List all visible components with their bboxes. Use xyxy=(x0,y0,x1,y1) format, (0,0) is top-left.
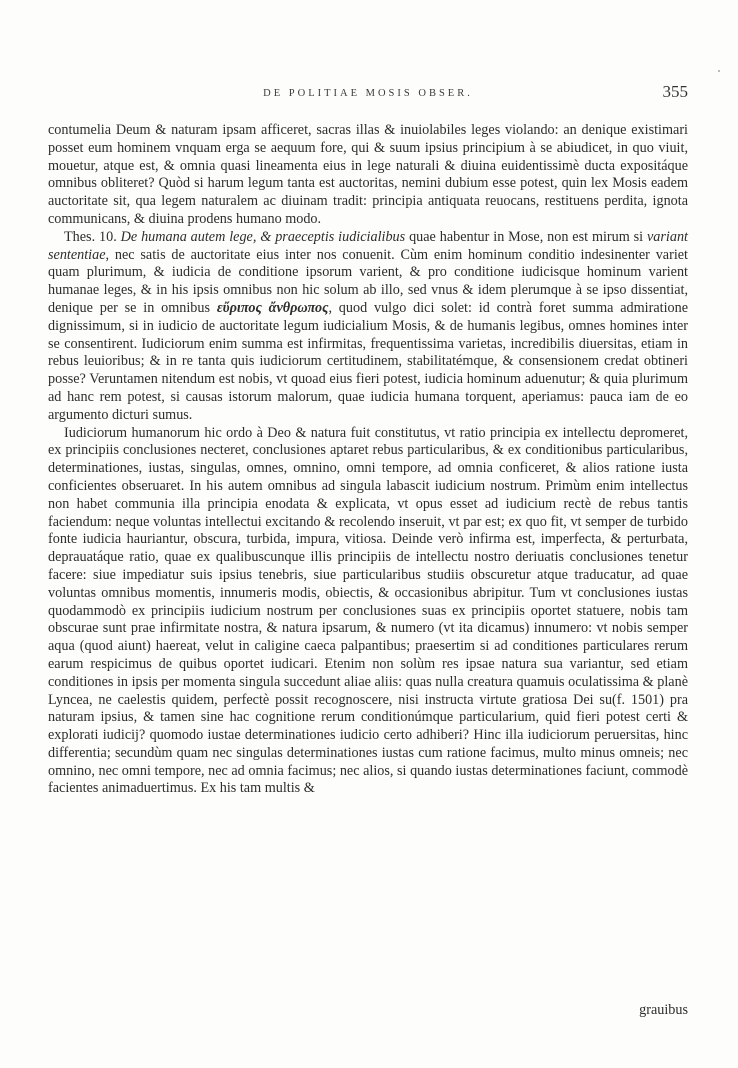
thesis-title: De humana autem lege, & praeceptis iudicialibus xyxy=(120,228,406,245)
thesis-number: Thes. 10. xyxy=(64,228,121,245)
paragraph-2-segment-2: , nec satis de auctoritate eius inter nos conuenit. Cùm enim hominum conditio indesinenter variet quam plurimum, & iudicia de conditione ipsorum varient, & pro conditione iudicisque hominum varient humanae leges, & in his ipsis omnibus non hic solum ab illo, sed vnus & idem plerumque à se ipso dissentiat, denique per se in omnibus xyxy=(48,246,688,316)
catchword: grauibus xyxy=(639,1002,688,1018)
body-text xyxy=(48,122,688,798)
running-head: DE POLITIAE MOSIS OBSER. xyxy=(263,88,473,99)
paragraph-2 xyxy=(48,229,688,425)
page-header xyxy=(48,82,688,106)
margin-mark xyxy=(718,70,720,72)
paragraph-1: contumelia Deum & naturam ipsam afficeret, sacras illas & inuiolabiles leges violando: an denique existimari posset eum hominem vnquam erga se aequum fore, qui & suum ipsius principium à se abiudicet, in quo viuit, mouetur, atque est, & omnia quasi lineamenta eius in lege naturali & diuina euidentissimè ducta expositáque omnibus obliteret? Quòd si harum legum tanta est auctoritas, nemini dubium esse potest, quin lex Mosis eadem auctoritate sit, qua legem naturalem ac diuinam tradit: principia antiquata reuocans, restituens perdita, ignota communicans, & diuina prodens humano modo. xyxy=(48,122,688,227)
paragraph-2-segment-3: , quod vulgo dici solet: id contrà foret summa admiratione dignissimum, si in iudicio de auctoritate legum iudicialium Mosis, & de humanis legibus, omnes homines inter se consentirent. Iudiciorum enim summa est infirmitas, frequentissima varietas, incredibilis diuersitas, etiam in rebus leuioribus; & in re tanta quis iudiciorum certitudinem, stabilitatémque, & consensionem credat obtineri posse? Veruntamen nitendum est nobis, vt quoad eius fieri potest, iudicia hominum aduenutur; & quia plurimum ad hanc rem potest, si causas istorum malorum, quae iudicia humana torquent, aperiamus: pauca iam de eo argumento dicturi sumus. xyxy=(48,299,688,423)
page-number: 355 xyxy=(662,82,688,101)
paragraph-3: Iudiciorum humanorum hic ordo à Deo & natura fuit constitutus, vt ratio principia ex intellectu depromeret, ex principiis conclusiones necteret, conclusiones aptaret rebus particularibus, & ex conditionibus particularibus, determinationes, iustas, singulas, omnes, omnino, omni tempore, ad omnia conficeret, & alios ratione iusta conficientes obseruaret. In his autem omnibus ad singula labascit iudicium nostrum. Primùm enim intellectus non habet communia illa principia enodata & explicata, vt opus esset ad iudicium rectè de rebus tantis faciendum: neque voluntas intellectui excitando & recolendo inseruit, vt par est; ex quo fit, vt semper de turbido fonte iudicia hauriantur, obscura, turbida, impura, vitiosa. Deinde verò infirma est, imperfecta, & perturbata, deprauatáque ratio, quae ex qualibuscunque illis principiis de intellectu nostro deriuatis conclusiones tenetur facere: siue impediatur suis ipsius tenebris, siue particularibus studiis obscuretur atque traducatur, ad quae voluntas omnibus momentis, innumeris modis, obiectis, & occasionibus abripitur. Tum vt conclusiones iustas quodammodò ex principiis iudicium nostrum per conclusiones suas ex principiis oportet statuere, nobis tam obscurae sunt prae infirmitate nostra, & natura ipsarum, & numero (vt ita dicamus) innumero: vt nobis semper aqua (quod aiunt) haereat, velut in caligine caeca palpantibus; praesertim si ad conditiones particulares rerum earum respicimus de quibus oportet iudicari. Etenim non solùm res ipsae natura sua variantur, sed etiam conditiones in ipsis per momenta singula succedunt aliae aliis: quas nulla creatura quamuis oculatissima & planè Lyncea, ne caelestis quidem, perfectè possit recognoscere, nisi instructa virtute gratiosa Dei su(f. 1501) pra naturam ipsius, & tamen sine hac cognitione rerum conditionúmque particularium, quid fieri potest certi & explorati iudicij? quomodo iustae determinationes iudicio certo adhiberi? Hinc illa iudiciorum peruersitas, hinc differentia; secundùm quam nec singulas determinationes iustas cum ratione facimus, multo minus omneis; nec omnino, nec omni tempore, nec ad omnia facimus; nec alios, si quando iustas determinationes faciunt, commodè facientes animaduertimus. Ex his tam multis & xyxy=(48,424,688,797)
paragraph-2-segment-1: quae habentur in Mose, non est mirum si xyxy=(405,228,647,245)
greek-phrase: εὔριπος ἄνθρωπος xyxy=(216,299,329,316)
variant-sententiae-phrase: variant sententiae xyxy=(48,228,688,263)
